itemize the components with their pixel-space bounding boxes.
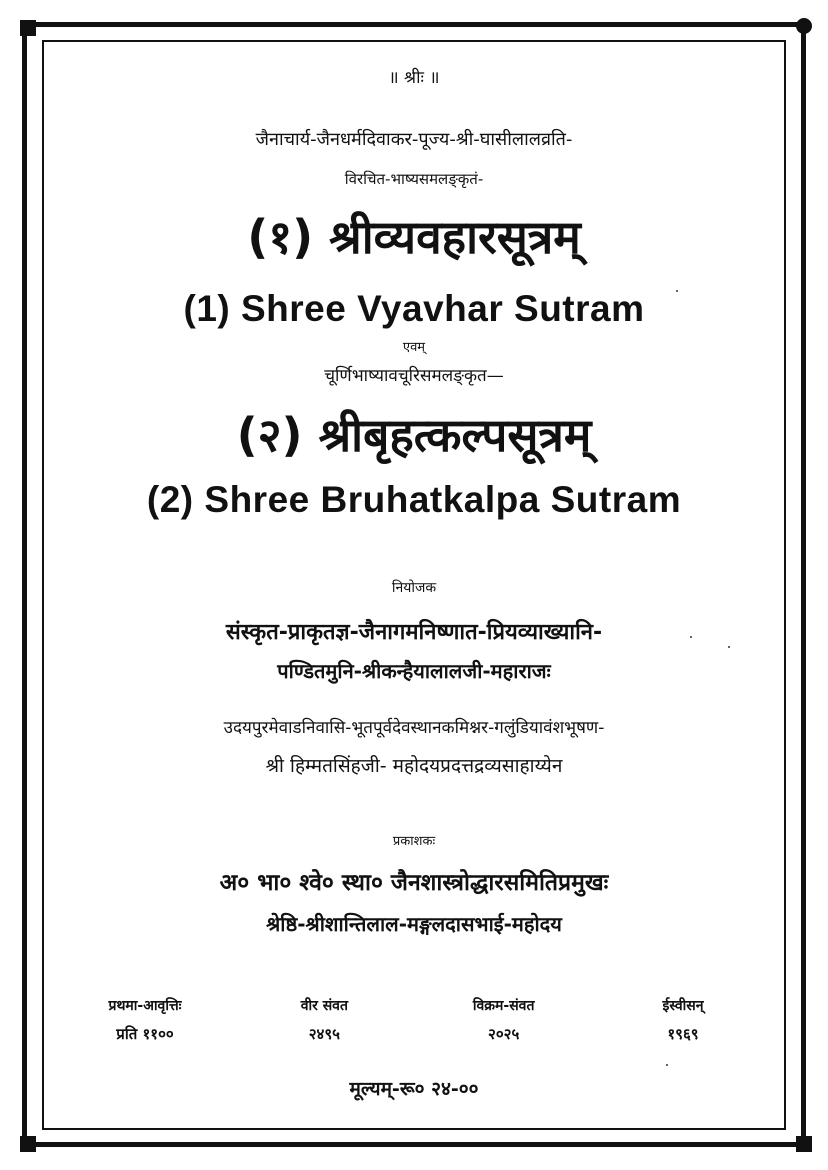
title1-english: (1) Shree Vyavhar Sutram <box>183 288 645 329</box>
corner-ornament-top-right <box>796 18 812 34</box>
left-inner-rule <box>42 40 44 1130</box>
scan-speck <box>690 636 692 638</box>
publisher-line-1: अ० भा० श्वे० स्था० जैनशास्त्रोद्धारसमितिप्रमुखः <box>219 870 609 896</box>
top-inner-rule <box>44 40 786 42</box>
publisher-line-2: श्रेष्ठि-श्रीशान्तिलाल-मङ्गलदासभाई-महोदय <box>266 912 562 936</box>
right-border-rule <box>801 22 806 1147</box>
edition-heading-year-ce: ईस्वीसन् <box>662 998 704 1014</box>
editor-label: नियोजक <box>391 580 437 596</box>
publisher-label: प्रकाशकः <box>392 834 436 849</box>
title2-english: (2) Shree Bruhatkalpa Sutram <box>146 479 682 520</box>
edition-value-vikram-samvat: २०२५ <box>488 1025 520 1043</box>
title1-devanagari: (१) श्रीव्यवहारसूत्रम् <box>247 210 581 264</box>
edition-value-copies: प्रति ११०० <box>116 1025 174 1043</box>
invocation: ॥ श्रीः ॥ <box>388 68 440 88</box>
editor-line-2: पण्डितमुनि-श्रीकन्हैयालालजी-महाराजः <box>277 659 551 683</box>
editor-line-1: संस्कृत-प्राकृतज्ञ-जैनागमनिष्णात-प्रियव्याख्यानि- <box>225 620 603 645</box>
corner-ornament-bottom-right <box>796 1136 812 1152</box>
edition-value-vira-samvat: २४९५ <box>308 1025 340 1043</box>
corner-ornament-top-left <box>20 20 36 36</box>
edition-headings <box>60 996 768 1015</box>
edition-heading-vikram-samvat: विक्रम-संवत <box>472 998 535 1014</box>
left-border-rule <box>22 22 27 1147</box>
composed-line: विरचित-भाष्यसमलङ्कृतं- <box>344 170 484 188</box>
patron-line-2: श्री हिम्मतसिंहजी- महोदयप्रदत्तद्रव्यसाहाय्येन <box>265 755 563 777</box>
edition-values <box>60 1024 768 1044</box>
edition-value-year-ce: १९६९ <box>667 1025 699 1043</box>
right-inner-rule <box>784 40 786 1130</box>
scan-speck <box>666 1064 668 1066</box>
patron-line-1: उदयपुरमेवाडनिवासि-भूतपूर्वदेवस्थानकमिश्नर-गलुंडियावंशभूषण- <box>223 718 605 738</box>
title2-devanagari: (२) श्रीबृहत्कल्पसूत्रम् <box>236 408 592 462</box>
price: मूल्यम्-रू० २४-०० <box>349 1078 479 1100</box>
conjunction: एवम् <box>402 340 426 355</box>
bottom-border-rule <box>22 1142 806 1147</box>
curni-line: चूर्णिभाष्यावचूरिसमलङ्कृत— <box>324 366 504 386</box>
scan-speck <box>728 646 730 648</box>
bottom-inner-rule <box>44 1128 786 1130</box>
scan-speck <box>676 290 678 292</box>
edition-heading-edition: प्रथमा-आवृत्तिः <box>108 998 182 1014</box>
edition-heading-vira-samvat: वीर संवत <box>300 998 348 1014</box>
author-line: जैनाचार्य-जैनधर्मदिवाकर-पूज्य-श्री-घासीलालव्रति- <box>255 129 573 150</box>
top-border-rule <box>22 22 806 27</box>
corner-ornament-bottom-left <box>20 1136 36 1152</box>
